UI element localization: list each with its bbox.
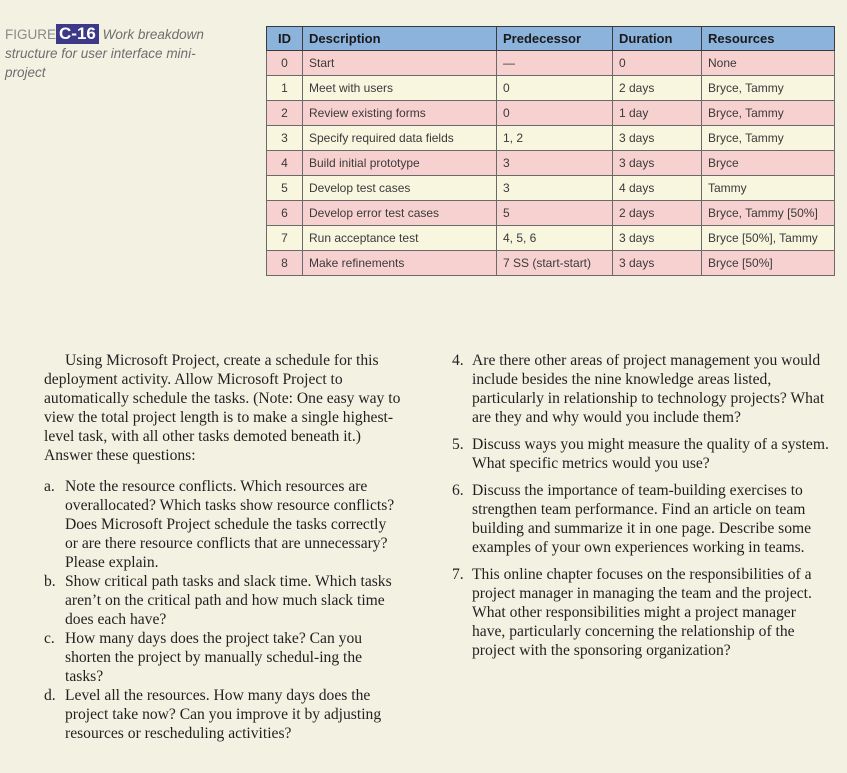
table-row (267, 176, 835, 201)
cell-description: Start (303, 51, 497, 76)
cell-predecessor: 7 SS (start-start) (497, 251, 613, 276)
cell-resources: Bryce [50%], Tammy (702, 226, 835, 251)
item-text: This online chapter focuses on the responsibilities of a project manager in managing the team and the project. What other responsibilities might a project manager have, particularly concerning the relationship of the project with the sponsoring organization? (472, 566, 812, 659)
cell-id: 1 (267, 76, 303, 101)
item-marker: 5. (452, 436, 464, 453)
cell-id: 8 (267, 251, 303, 276)
header-predecessor: Predecessor (497, 27, 613, 51)
item-text: Are there other areas of project management you would include besides the nine knowledge areas listed, particularly in relationship to technology projects? What are they and why would you include them? (472, 352, 825, 426)
item-text: How many days does the project take? Can you shorten the project by manually schedul-ing the tasks? (65, 630, 363, 685)
cell-id: 0 (267, 51, 303, 76)
table-row (267, 51, 835, 76)
question-sublist (44, 477, 402, 743)
cell-predecessor: 3 (497, 151, 613, 176)
item-text: Level all the resources. How many days does the project take now? Can you improve it by adjusting resources or rescheduling activities? (65, 687, 382, 742)
item-text: Note the resource conflicts. Which resources are overallocated? Which tasks show resource conflicts? Does Microsoft Project schedule the tasks correctly or are there resource conflicts that are unnecessary? Please explain. (65, 478, 395, 571)
table-row (267, 76, 835, 101)
table-row (267, 251, 835, 276)
item-marker: 6. (452, 482, 464, 499)
figure-title: Work breakdown structure for user interface mini-project (5, 27, 204, 80)
cell-id: 4 (267, 151, 303, 176)
intro-paragraph: Using Microsoft Project, create a schedule for this deployment activity. Allow Microsoft Project to automatically schedule the tasks. (Note: One easy way to view the total project length is to make a single highest-level task, with all other tasks demoted beneath it.) Answer these questions: (44, 352, 401, 464)
cell-predecessor: 0 (497, 101, 613, 126)
item-marker: b. (44, 573, 56, 590)
cell-duration: 3 days (613, 251, 702, 276)
cell-resources: Bryce, Tammy (702, 101, 835, 126)
cell-resources: None (702, 51, 835, 76)
item-text: Discuss the importance of team-building exercises to strengthen team performance. Find an article on team building and summarize it in one page. Describe some examples of your own experiences working in teams. (472, 482, 812, 556)
cell-description: Review existing forms (303, 101, 497, 126)
item-marker: a. (44, 478, 55, 495)
cell-duration: 4 days (613, 176, 702, 201)
cell-duration: 2 days (613, 201, 702, 226)
cell-resources: Bryce, Tammy [50%] (702, 201, 835, 226)
header-duration: Duration (613, 27, 702, 51)
list-item (44, 477, 402, 572)
cell-duration: 1 day (613, 101, 702, 126)
cell-predecessor: 4, 5, 6 (497, 226, 613, 251)
item-marker: d. (44, 687, 56, 704)
item-marker: 4. (452, 352, 464, 369)
cell-predecessor: 0 (497, 76, 613, 101)
table-row (267, 126, 835, 151)
cell-duration: 2 days (613, 76, 702, 101)
table-header-row (267, 27, 835, 51)
cell-description: Build initial prototype (303, 151, 497, 176)
cell-duration: 3 days (613, 226, 702, 251)
cell-description: Specify required data fields (303, 126, 497, 151)
cell-resources: Bryce (702, 151, 835, 176)
list-item (447, 435, 831, 473)
cell-predecessor: 3 (497, 176, 613, 201)
item-marker: c. (44, 630, 55, 647)
table-row (267, 226, 835, 251)
table-row (267, 201, 835, 226)
figure-caption (5, 24, 235, 82)
list-item (44, 686, 402, 743)
cell-description: Meet with users (303, 76, 497, 101)
cell-description: Develop test cases (303, 176, 497, 201)
header-resources: Resources (702, 27, 835, 51)
list-item (447, 565, 831, 660)
list-item (447, 481, 831, 557)
cell-duration: 3 days (613, 151, 702, 176)
cell-predecessor: 5 (497, 201, 613, 226)
cell-resources: Bryce [50%] (702, 251, 835, 276)
table-row (267, 101, 835, 126)
right-column (447, 351, 831, 668)
cell-id: 3 (267, 126, 303, 151)
work-breakdown-table (266, 26, 835, 276)
question-list (447, 351, 831, 660)
cell-duration: 3 days (613, 126, 702, 151)
list-item (44, 629, 402, 686)
cell-resources: Bryce, Tammy (702, 126, 835, 151)
left-column (44, 351, 402, 743)
table-row (267, 151, 835, 176)
cell-id: 5 (267, 176, 303, 201)
cell-resources: Bryce, Tammy (702, 76, 835, 101)
figure-label: FIGURE (5, 27, 57, 42)
cell-resources: Tammy (702, 176, 835, 201)
item-marker: 7. (452, 566, 464, 583)
figure-number: C-16 (56, 24, 99, 44)
cell-duration: 0 (613, 51, 702, 76)
cell-description: Make refinements (303, 251, 497, 276)
item-text: Show critical path tasks and slack time. Which tasks aren’t on the critical path and how much slack time does each have? (65, 573, 392, 628)
cell-id: 6 (267, 201, 303, 226)
cell-predecessor: 1, 2 (497, 126, 613, 151)
cell-id: 7 (267, 226, 303, 251)
cell-predecessor: — (497, 51, 613, 76)
header-id: ID (267, 27, 303, 51)
cell-description: Develop error test cases (303, 201, 497, 226)
cell-description: Run acceptance test (303, 226, 497, 251)
cell-id: 2 (267, 101, 303, 126)
item-text: Discuss ways you might measure the quality of a system. What specific metrics would you use? (472, 436, 829, 472)
list-item (447, 351, 831, 427)
list-item (44, 572, 402, 629)
header-description: Description (303, 27, 497, 51)
